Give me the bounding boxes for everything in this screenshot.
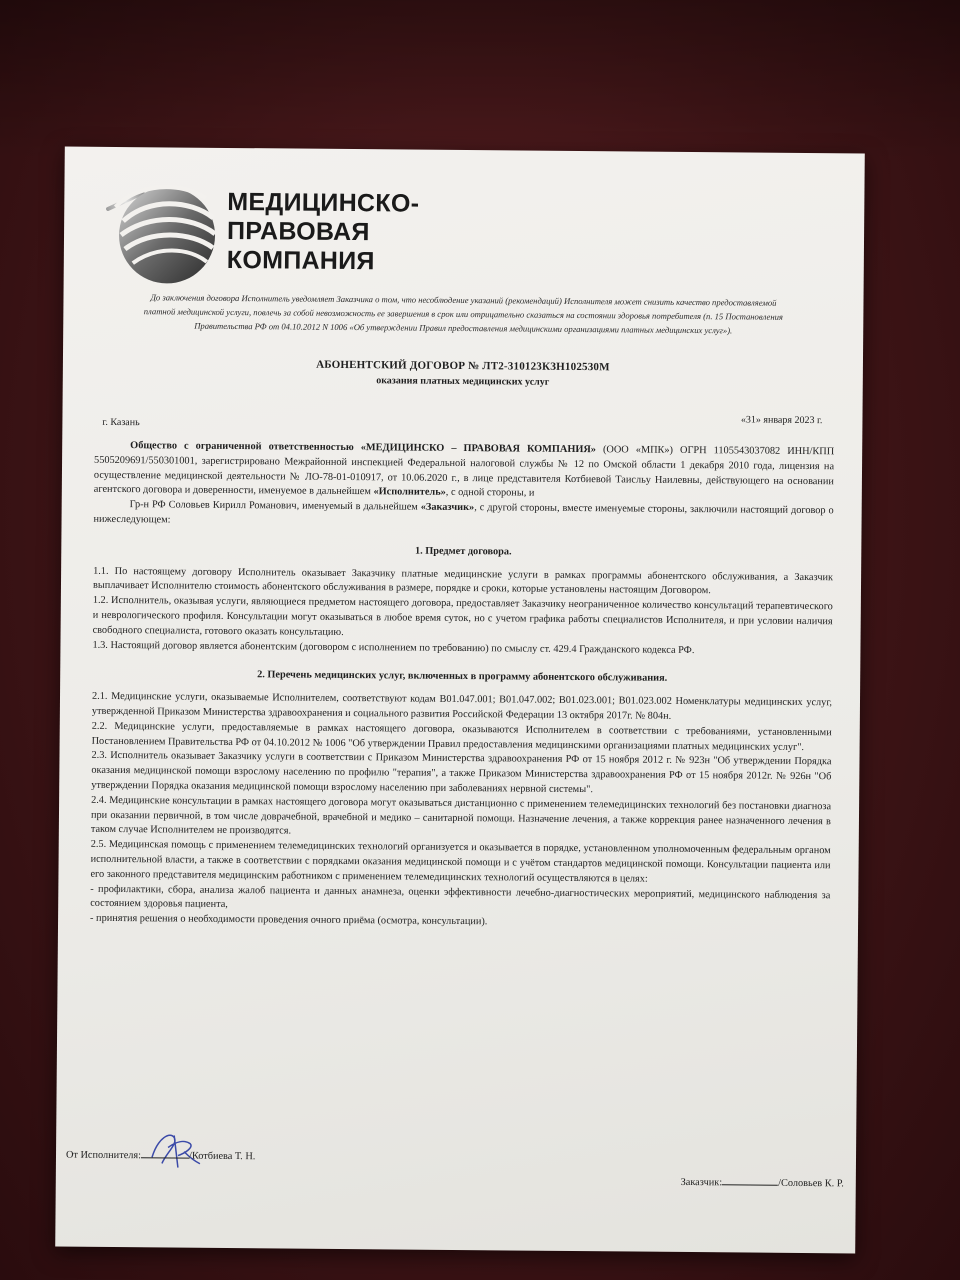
clause: 2.1. Медицинские услуги, оказываемые Исполнителем, соответствуют кодам B01.047.001; B01.047.002; B01.023.001; B01.023.002 Номенклатуры медицинских услуг, утвержденной Приказом Министерства здравоохранения и социального развития Российской Федерации 13 октября 2017г. № 804н. xyxy=(91,690,833,722)
section-title: 1. Предмет договора. xyxy=(414,545,512,558)
customer-signature xyxy=(681,1174,844,1189)
customer-label: Заказчик: xyxy=(680,1176,723,1189)
company-details: (ООО «МПК») ОГРН 1105543037082 ИНН/КПП 5505209691/550301001, зарегистрировано Межрайонной инспекцией Федеральной налоговой службы № 12 по Омской области 1 декабря 2010 года, лицензия на осуществление медицинской деятельности № ЛО-78-01-010917, от 10.06.2020 г., в лице представителя Котбиевой Таисльу Наилевны, действующего на основании агентского договора и доверенности, именуемое в дальнейшем xyxy=(93,444,835,498)
contract-page xyxy=(55,147,865,1254)
preamble-text: , с одной стороны, и xyxy=(445,487,535,500)
contract-subtitle: оказания платных медицинских услуг xyxy=(376,375,550,388)
logo-line: КОМПАНИЯ xyxy=(226,245,375,276)
pre-contract-notice: До заключения договора Исполнитель уведомляет Заказчика о том, что несоблюдение указаний (рекомендаций) Исполнителя может снизить качество предоставляемой платной медицинской услуги, повлечь за собой невозможность ее завершения в срок или отрицательно сказаться на состоянии здоровья потребителя (п. 15 Постановления Правительства РФ от 04.10.2012 N 1006 «Об утверждении Правил предоставления медицинскими организациями платных медицинских услуг»). xyxy=(143,292,783,336)
clause: 2.3. Исполнитель оказывает Заказчику услуги в соответствии с Приказом Министерства здравоохранения РФ от 15 ноября 2012 г. № 923н "Об утверждении Порядка оказания медицинской помощи взрослому населению по профилю "терапия", а также Приказом Министерства здравоохранения РФ от 15 ноября 2012г. № 926н "Об утверждении Порядка оказания медицинской помощи взрослому населению при заболеваниях нервной системы". xyxy=(91,750,832,796)
contract-date: «31» января 2023 г. xyxy=(740,414,823,427)
executor-signature xyxy=(66,1147,255,1163)
customer-term: «Заказчик» xyxy=(420,501,475,514)
clause: 2.2. Медицинские услуги, предоставляемые в рамках настоящего договора, оказываются Исполнителем в соответствии с требованиями, установленными Постановлением Правительства РФ от 04.10.2012 № 1006 "Об утверждении Правил предоставления медицинскими организациями платных медицинских услуг". xyxy=(91,720,832,753)
company-name: Общество с ограниченной ответственностью «МЕДИЦИНСКО – ПРАВОВАЯ КОМПАНИЯ» xyxy=(130,440,597,456)
clause: 2.4. Медицинские консультации в рамках настоящего договора могут оказываться дистанционно с применением телемедицинских технологий без постановки диагноза при оказании первичной, в том числе доврачебной, врачебной и медико – санитарной помощи. Назначение лечения, а также коррекция ранее назначенного лечения в таком случае Исполнителем не производятся. xyxy=(90,794,832,837)
logo-wordmark xyxy=(227,188,420,277)
customer-paragraph xyxy=(93,498,833,534)
clause: - принятия решения о необходимости проведения очного приёма (осмотра, консультации). xyxy=(90,912,488,928)
section-title: 2. Перечень медицинских услуг, включенных в программу абонентского обслуживания. xyxy=(257,669,668,685)
customer-text-end: , с другой стороны, вместе именуемые стороны, заключили настоящий договор о нижеследующем: xyxy=(93,502,834,526)
customer-name: /Соловьев К. Р. xyxy=(778,1177,844,1190)
signature-line xyxy=(722,1174,778,1185)
clause: 1.1. По настоящему договору Исполнитель оказывает Заказчику платные медицинские услуги в рамках программы абонентского обслуживания, а Заказчик выплачивает Исполнителю стоимость абонентского обслуживания в размере, порядке и сроки, которые установлены настоящим Договором. xyxy=(92,565,834,597)
customer-text: Гр-н РФ Соловьев Кирилл Романович, именуемый в дальнейшем xyxy=(129,499,421,513)
clause: - профилактики, сбора, анализа жалоб пациента и данных анамнеза, оценки эффективности лечебно-диагностических мероприятий, медицинского наблюдения за состоянием здоровья пациента, xyxy=(90,883,831,911)
executor-label: От Исполнителя: xyxy=(65,1149,142,1162)
executor-name: /Котбиева Т. Н. xyxy=(188,1150,256,1163)
preamble-paragraph xyxy=(94,439,834,505)
clause: 1.3. Настоящий договор является абонентским (договором с исполнением по требованию) по смыслу ст. 429.4 Гражданского кодекса РФ. xyxy=(92,639,695,656)
executor-term: «Исполнитель» xyxy=(373,486,446,499)
logo-line: ПРАВОВАЯ xyxy=(226,216,370,247)
contract-city: г. Казань xyxy=(102,416,140,429)
clause: 1.2. Исполнитель, оказывая услуги, являющиеся предметом настоящего договора, предоставляет Заказчику неограниченное количество консультаций терапевтического и неврологического профиля. Консультации могут оказываться в любое время суток, но с учетом графика работы специалистов Исполнителя, и при условии наличия свободного специалиста, готового оказать консультацию. xyxy=(92,594,833,638)
signature-line xyxy=(141,1147,189,1158)
logo-line: МЕДИЦИНСКО- xyxy=(227,187,420,218)
contract-body xyxy=(90,439,834,933)
clause: 2.5. Медицинская помощь с применением телемедицинских технологий организуется и оказывается в порядке, установленном уполномоченным федеральным органом исполнительной власти, а также в соответствии с порядками оказания медицинской помощи и с учётом стандартов медицинской помощи. Консультации пациента или его законного представителя медицинским работником с применением телемедицинских технологий осуществляются в целях: xyxy=(90,838,831,885)
company-logo xyxy=(109,177,440,290)
swirl-logo-icon xyxy=(109,177,220,288)
fabric-background xyxy=(0,0,960,160)
contract-title: АБОНЕНТСКИЙ ДОГОВОР № ЛТ2-310123КЗН102530М xyxy=(316,358,610,374)
